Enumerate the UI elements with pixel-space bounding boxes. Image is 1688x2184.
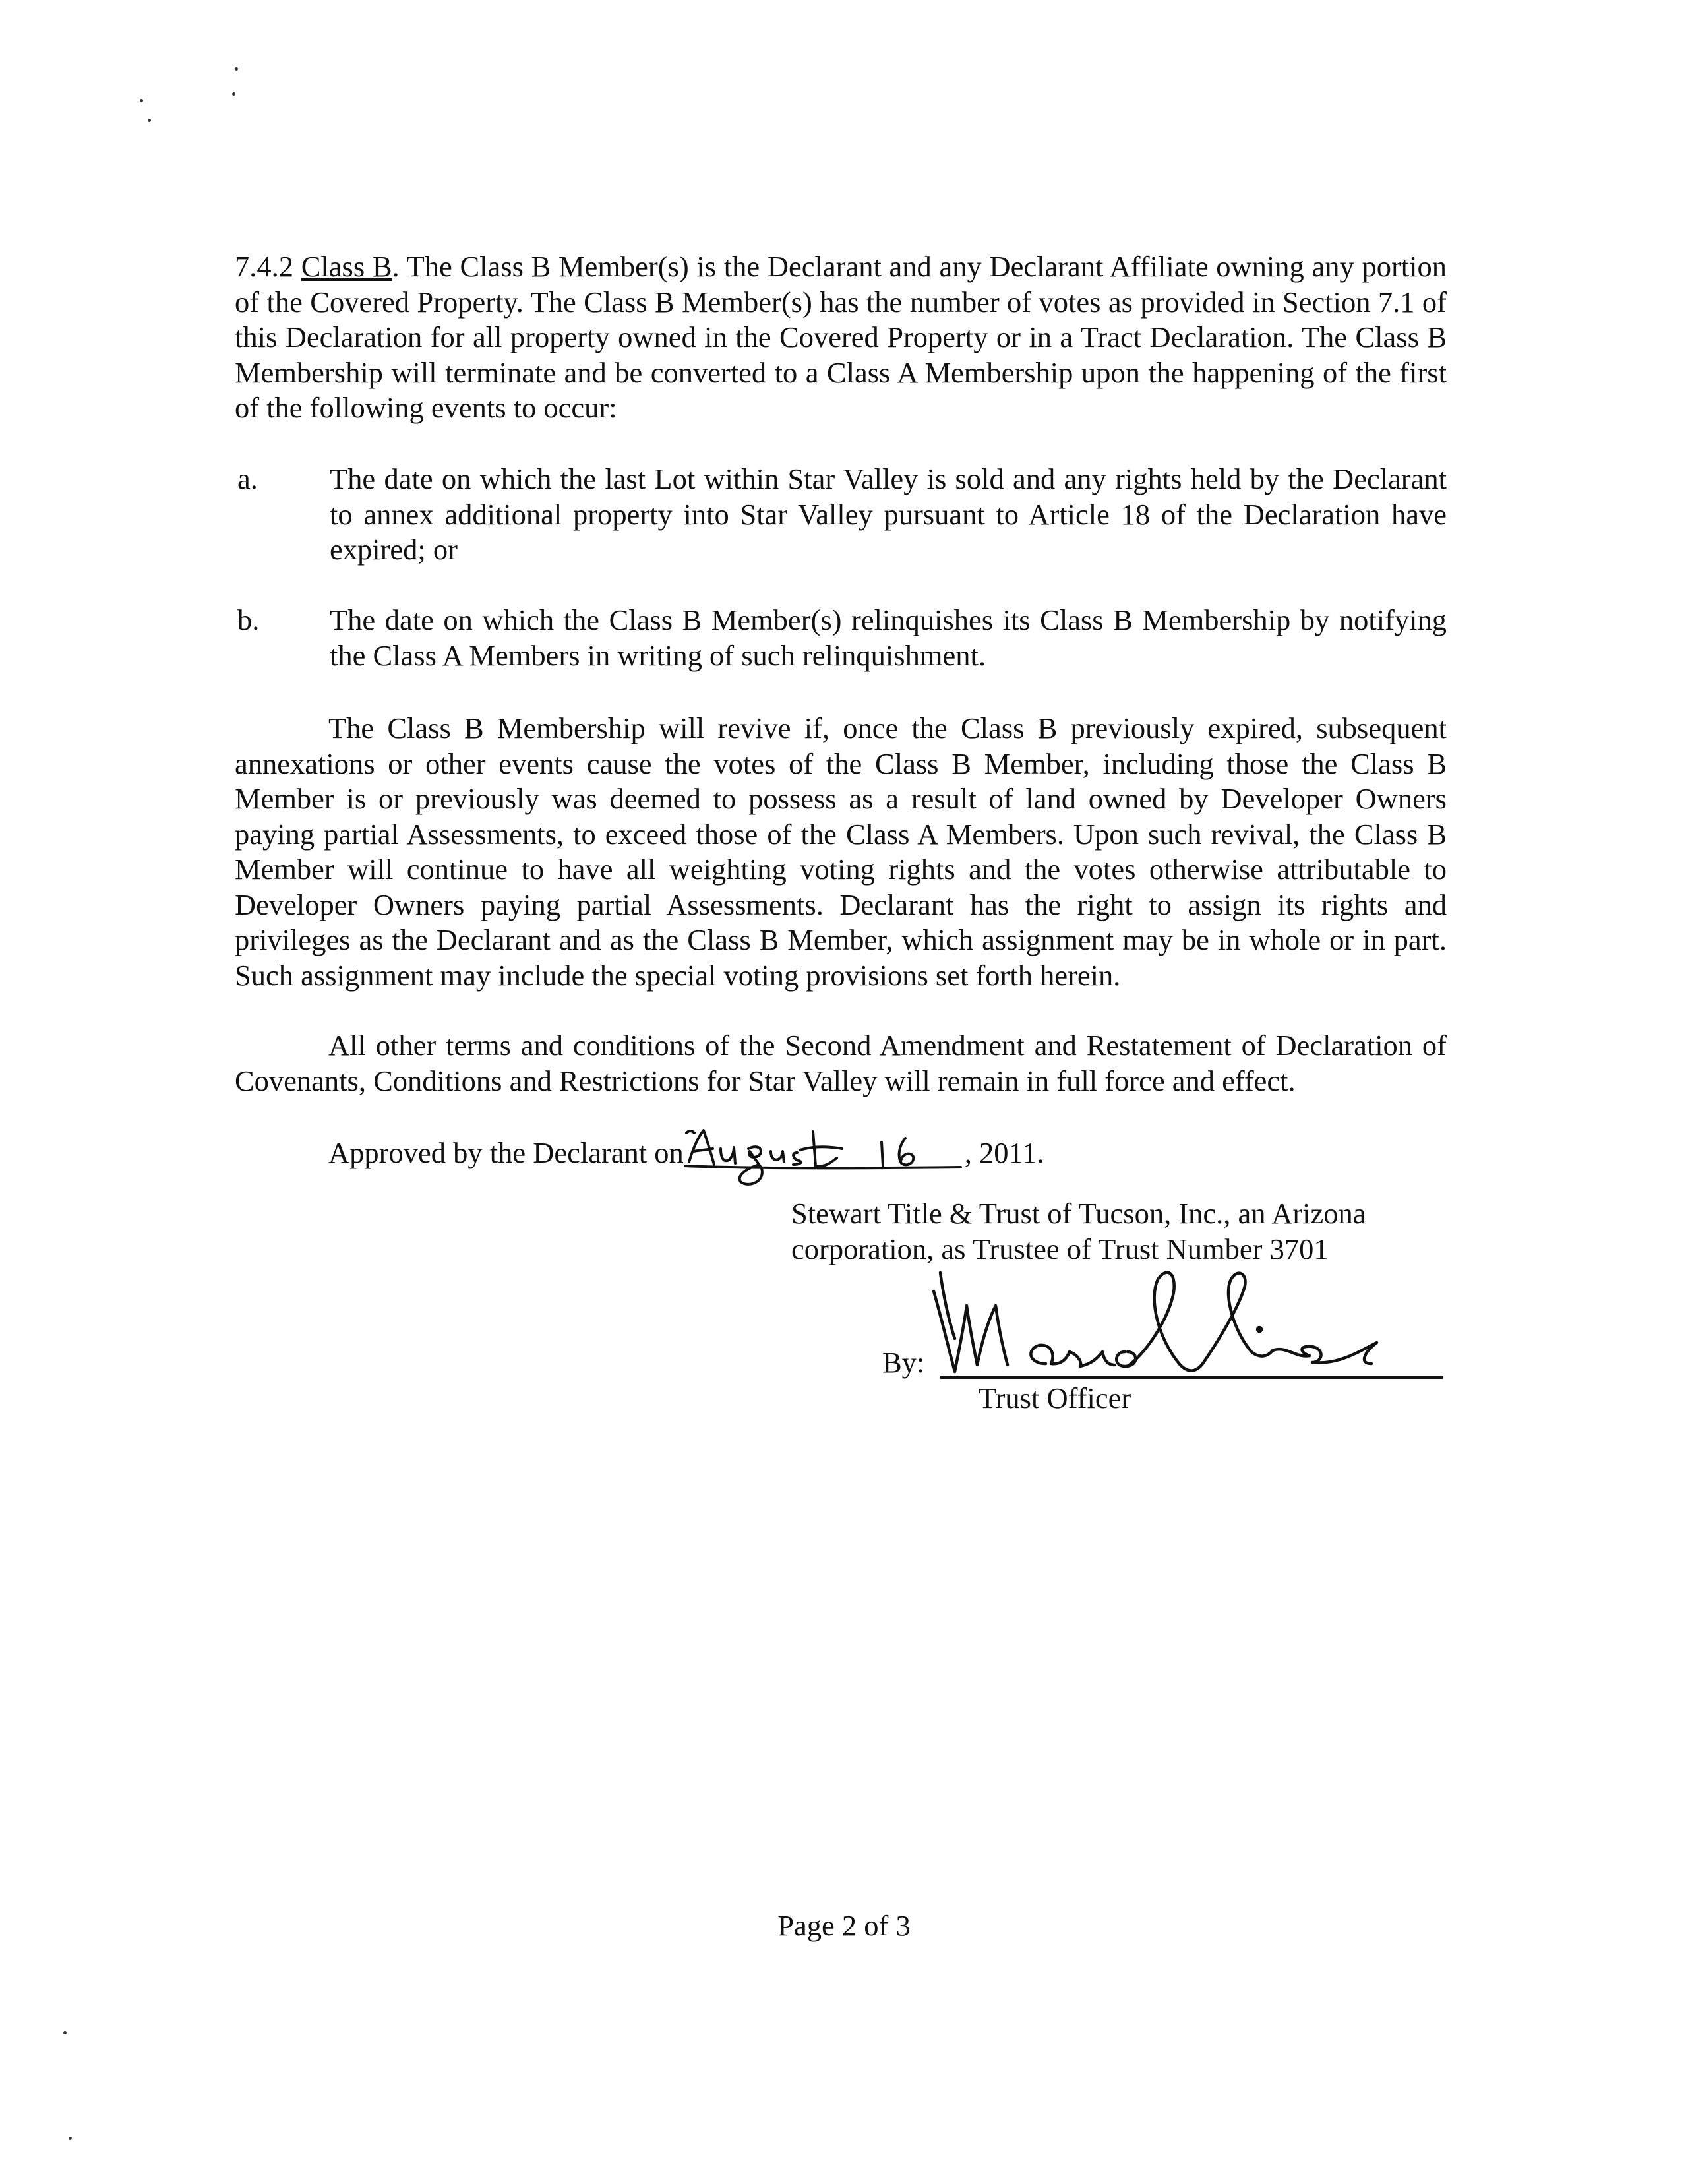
scan-speck <box>63 2031 67 2034</box>
handwritten-date-icon <box>684 1122 965 1195</box>
list-item <box>237 603 1447 673</box>
signature-line <box>940 1376 1443 1379</box>
section-heading: Class B <box>301 250 392 283</box>
revival-paragraph: The Class B Membership will revive if, once the Class B previously expired, subsequent annexations or other events cause the votes of the Class B Member, including those the Class B Member is or previously was deemed to possess as a result of land owned by Developer Owners paying partial Assessments, to exceed those of the Class A Members. Upon such revival, the Class B Member will continue to have all weighting voting rights and the votes otherwise attributable to Developer Owners paying partial Assessments. Declarant has the right to assign its rights and privileges as the Declarant and as the Class B Member, which assignment may be in whole or in part. Such assignment may include the special voting provisions set forth herein. <box>235 712 1447 992</box>
trustee-line-1: Stewart Title & Trust of Tucson, Inc., an Arizona <box>791 1197 1366 1230</box>
scan-speck <box>69 2137 72 2140</box>
list-marker: b. <box>237 603 260 636</box>
list-item-text: The date on which the last Lot within Star Valley is sold and any rights held by the Declarant to annex additional property into Star Valley pursuant to Article 18 of the Declaration have expired; or <box>330 462 1447 566</box>
handwritten-date <box>684 1136 965 1170</box>
approval-prefix: Approved by the Declarant on <box>328 1136 684 1169</box>
list-item <box>237 462 1447 568</box>
other-terms-paragraph: All other terms and conditions of the Second Amendment and Restatement of Declaration of Covenants, Conditions and Restrictions for Star Valley will remain in full force and effect. <box>235 1029 1447 1097</box>
section-7-4-2 <box>235 249 1447 426</box>
scan-speck <box>232 92 235 96</box>
by-label: By: <box>882 1346 925 1379</box>
trustee-line-2: corporation, as Trustee of Trust Number 3701 <box>791 1232 1329 1265</box>
scan-speck <box>235 67 238 71</box>
list-marker: a. <box>237 462 258 495</box>
section-body: . The Class B Member(s) is the Declarant and any Declarant Affiliate owning any portion of the Covered Property. The Class B Member(s) has the number of votes as provided in Section 7.1 of this Declaration for all property owned in the Covered Property or in a Tract Declaration. The Class B Membership will terminate and be converted to a Class A Membership upon the happening of the first of the following events to occur: <box>235 250 1447 424</box>
scan-speck <box>148 119 151 122</box>
approval-line <box>328 1136 1044 1171</box>
section-number: 7.4.2 <box>235 250 301 283</box>
signature-icon <box>930 1253 1418 1385</box>
signer-title: Trust Officer <box>979 1381 1131 1414</box>
scan-speck <box>140 99 143 102</box>
page-number: Page 2 of 3 <box>777 1909 911 1942</box>
list-item-text: The date on which the Class B Member(s) relinquishes its Class B Membership by notifying the Class A Members in writing of such relinquishment. <box>330 603 1447 672</box>
approval-suffix: , 2011. <box>964 1136 1044 1169</box>
